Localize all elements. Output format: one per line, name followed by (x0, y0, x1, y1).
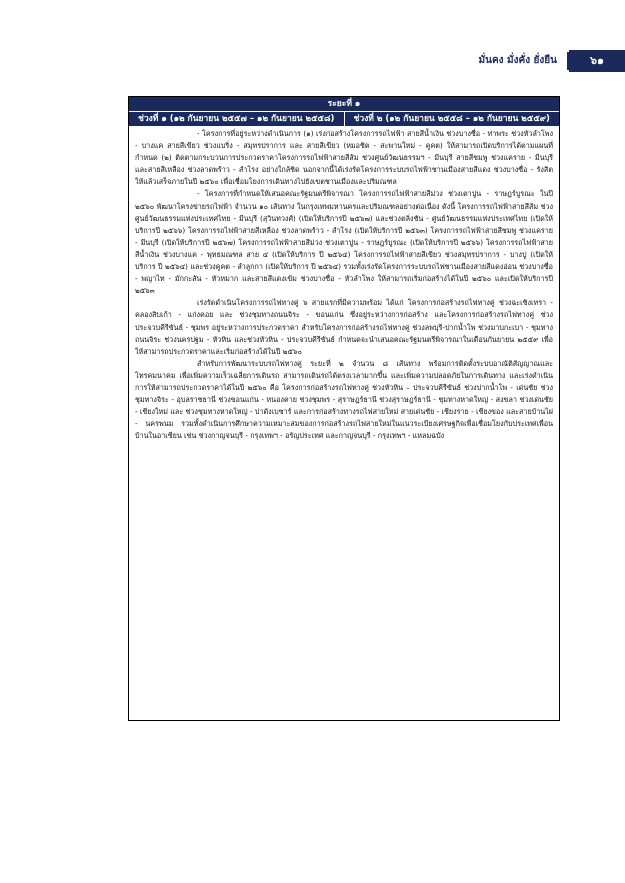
header-slogan: มั่นคง มั่งคั่ง ยั่งยืน (478, 55, 557, 66)
period-left-header: ช่วงที่ ๑ (๑๒ กันยายน ๒๕๕๗ – ๑๒ กันยายน ๒๕๕๘) (138, 114, 335, 124)
table-body (129, 126, 559, 720)
table-header (129, 97, 559, 126)
paragraph-double-track-phase1: เร่งรัดดำเนินโครงการรถไฟทางคู่ ๖ สายแรกที่มีความพร้อม ได้แก่ โครงการก่อสร้างรถไฟทางคู่ ช่วงฉะเชิงเทรา - คลองสิบเก้า - แก่งคอย และ ช่วงชุมทางถนนจิระ - ขอนแก่น ซึ่งอยู่ระหว่างการก่อสร้าง และโครงการก่อสร้างรถไฟทางคู่ ช่วงประจวบคีรีขันธ์ - ชุมพร อยู่ระหว่างการประกวดราคา สำหรับโครงการก่อสร้างรถไฟทางคู่ ช่วงลพบุรี-ปากน้ำโพ ช่วงมาบกะเบา - ชุมทางถนนจิระ ช่วงนครปฐม - หัวหิน และช่วงหัวหิน - ประจวบคีรีขันธ์ กำหนดจะนำเสนอคณะรัฐมนตรีพิจารณาในเดือนกันยายน ๒๕๕๙ เพื่อให้สามารถประกวดราคาและเริ่มก่อสร้างได้ในปี ๒๕๖๐ (135, 298, 553, 356)
period-right-header: ช่วงที่ ๒ (๑๒ กันยายน ๒๕๕๘ – ๑๒ กันยายน ๒๕๕๙) (344, 112, 560, 126)
page-number: ๖๑ (569, 50, 625, 72)
phase-title: ระยะที่ ๑ (129, 97, 559, 112)
page-header (0, 50, 625, 72)
paragraph-double-track-phase2: สำหรับการพัฒนาระบบรถไฟทางคู่ ระยะที่ ๒ จำนวน ๘ เส้นทาง พร้อมการติดตั้งระบบอาณัติสัญญาณและโทรคมนาคม เพื่อเพิ่มความเร็วเฉลี่ยการเดินรถ สามารถเดินรถได้ตรงเวลามากขึ้น และเพิ่มความปลอดภัยในการเดินทาง และเร่งดำเนินการให้สามารถประกวดราคาได้ในปี ๒๕๖๐ คือ โครงการก่อสร้างรถไฟทางคู่ ช่วงหัวหิน – ประจวบคีรีขันธ์ ช่วงปากน้ำโพ - เด่นชัย ช่วงชุมทางจิระ - อุบลราชธานี ช่วงขอนแก่น - หนองคาย ช่วงชุมพร - สุราษฎร์ธานี ช่วงสุราษฎร์ธานี - ชุมทางหาดใหญ่ - สงขลา ช่วงเด่นชัย - เชียงใหม่ และ ช่วงชุมทางหาดใหญ่ - ปาดังเบซาร์ และการก่อสร้างทางรถไฟสายใหม่ สายเด่นชัย - เชียงราย - เชียงของ และสายบ้านไผ่ - นครพนม รวมทั้งดำเนินการศึกษาความเหมาะสมของการก่อสร้างรถไฟสายใหม่ในแนวระเบียงเศรษฐกิจเพื่อเชื่อมโยงกับประเทศเพื่อนบ้านในอาเซียน เช่น ช่วงกาญจนบุรี - กรุงเทพฯ - อรัญประเทศ และกาญจนบุรี - กรุงเทพฯ - แหลมฉบัง (135, 358, 553, 441)
period-header-row (129, 112, 559, 126)
phase-table (128, 96, 560, 721)
paragraph-ongoing-projects: - โครงการที่อยู่ระหว่างดำเนินการ (๑) เร่งก่อสร้างโครงการรถไฟฟ้า สายสีน้ำเงิน ช่วงบางซื่อ - ท่าพระ ช่วงหัวลำโพง - บางแค สายสีเขียว ช่วงแบริ่ง - สมุทรปราการ และ สายสีเขียว (หมอชิต - สะพานใหม่ - คูคต) ให้สามารถเปิดบริการได้ตามแผนที่กำหนด (๒) ติดตามกระบวนการประกวดราคาโครงการรถไฟฟ้าสายสีส้ม ช่วงศูนย์วัฒนธรรมฯ - มีนบุรี สายสีชมพู ช่วงแคราย - มีนบุรี และสายสีเหลือง ช่วงลาดพร้าว - สำโรง อย่างใกล้ชิด นอกจากนี้ได้เร่งรัดโครงการระบบรถไฟฟ้าชานเมืองสายสีแดง ช่วงบางซื่อ - รังสิต ให้แล้วเสร็จภายในปี ๒๕๖๐ เพื่อเชื่อมโยงการเดินทางไปยังเขตชานเมืองและปริมณฑล (135, 129, 553, 187)
paragraph-proposed-projects: - โครงการที่กำหนดให้เสนอคณะรัฐมนตรีพิจารณา โครงการรถไฟฟ้าสายสีม่วง ช่วงเตาปูน - ราษฎร์บูรณะ ในปี ๒๕๖๐ พัฒนาโครงข่ายรถไฟฟ้า จำนวน ๑๐ เส้นทาง ในกรุงเทพมหานครและปริมณฑลอย่างต่อเนื่อง ดังนี้ โครงการรถไฟฟ้าสายสีส้ม ช่วงศูนย์วัฒนธรรมแห่งประเทศไทย - มีนบุรี (สุวินทวงศ์) (เปิดให้บริการปี ๒๕๖๗) และช่วงตลิ่งชัน - ศูนย์วัฒนธรรมแห่งประเทศไทย (เปิดให้บริการปี ๒๕๖๖) โครงการรถไฟฟ้าสายสีเหลือง ช่วงลาดพร้าว - สำโรง (เปิดให้บริการปี ๒๕๖๓) โครงการรถไฟฟ้าสายสีชมพู ช่วงแคราย - มีนบุรี (เปิดให้บริการปี ๒๕๖๗) โครงการรถไฟฟ้าสายสีม่วง ช่วงเตาปูน - ราษฎร์บูรณะ (เปิดให้บริการปี ๒๕๖๖) โครงการรถไฟฟ้าสายสีน้ำเงิน ช่วงบางแค - พุทธมณฑล สาย ๔ (เปิดให้บริการ ปี ๒๕๖๔) โครงการรถไฟฟ้าสายสีเขียว ช่วงสมุทรปราการ - บางปู (เปิดให้บริการ ปี ๒๕๖๔) และช่วงคูคต - ลำลูกกา (เปิดให้บริการ ปี ๒๕๖๔) รวมทั้งเร่งรัดโครงการระบบรถไฟชานเมืองสายสีแดงอ่อน ช่วงบางซื่อ - พญาไท - มักกะสัน - หัวหมาก และสายสีแดงเข้ม ช่วงบางซื่อ - หัวลำโพง ให้สามารถเริ่มก่อสร้างได้ในปี ๒๕๖๐ และเปิดให้บริการปี ๒๕๖๓ (135, 189, 553, 296)
